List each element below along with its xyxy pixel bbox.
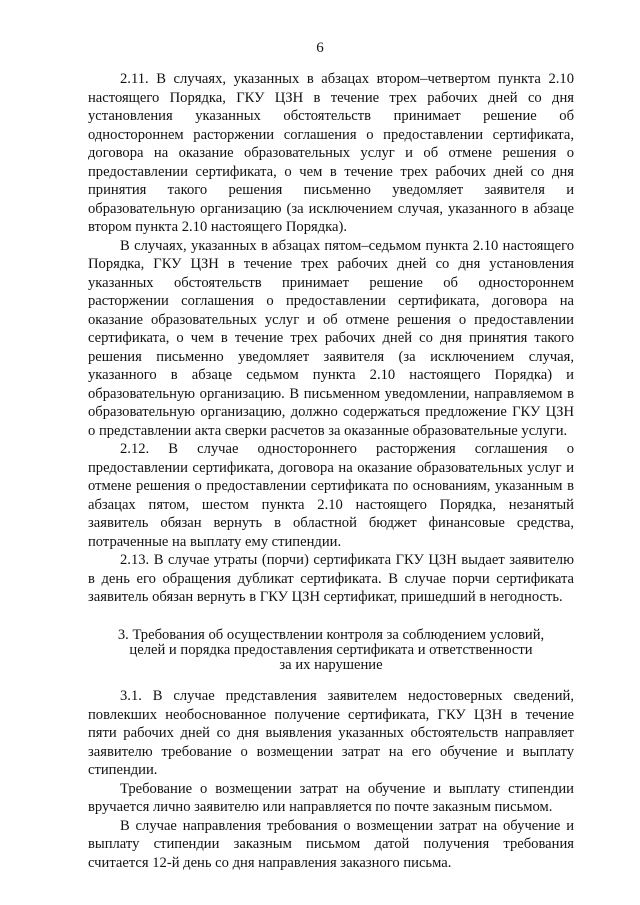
page-number: 6 <box>316 40 324 56</box>
paragraph-3-1: 3.1. В случае представления заявителем недостоверных сведений, повлекших необоснованное получение сертификата, ГКУ ЦЗН в течение пяти рабочих дней со дня выявления указанных обстоятельств направляет заявителю требование о возмещении затрат на его обучение и выплату стипендии. <box>88 688 574 778</box>
paragraph-2-11-cont: В случаях, указанных в абзацах пятом–седьмом пункта 2.10 настоящего Порядка, ГКУ ЦЗН в течение трех рабочих дней со дня установления указанных обстоятельств принимает решение об одностороннем расторжении соглашения о предоставлении сертификата, договора на оказание образовательных услуг и об отмене решения о предоставлении сертификата, о чем в течение трех рабочих дней со дня принятия такого решения письменно уведомляет заявителя (за исключением случая, указанного в абзаце седьмом пункта 2.10 настоящего Порядка) и образовательную организацию. В письменном уведомлении, направляемом в образовательную организацию, должно содержаться предложение ГКУ ЦЗН о представлении акта сверки расчетов за оказанные образовательные услуги. <box>88 237 574 439</box>
paragraph-2-12: 2.12. В случае одностороннего расторжения соглашения о предоставлении сертификата, договора на оказание образовательных услуг и отмене решения о предоставлении сертификата по основаниям, указанным в абзацах пятом, шестом пункта 2.10 настоящего Порядка, незанятый заявитель обязан вернуть в областной бюджет финансовые средства, потраченные на выплату ему стипендии. <box>88 441 574 550</box>
section-heading-line: целей и порядка предоставления сертификата и ответственности <box>129 642 533 658</box>
paragraph-2-11: 2.11. В случаях, указанных в абзацах втором–четвертом пункта 2.10 настоящего Порядка, ГКУ ЦЗН в течение трех рабочих дней со дня установления указанных обстоятельств принимает решение об одностороннем расторжении соглашения о предоставлении сертификата, договора на оказание образовательных услуг и об отмене решения о предоставлении сертификата, о чем в течение трех рабочих дней со дня принятия такого решения письменно уведомляет заявителя и образовательную организацию (за исключением случая, указанного в абзаце втором пункта 2.10 настоящего Порядка). <box>88 71 574 235</box>
section-heading-line: за их нарушение <box>279 657 383 673</box>
paragraph-3-1-cont: Требование о возмещении затрат на обучение и выплату стипендии вручается лично заявителю или направляется по почте заказным письмом. <box>88 780 574 815</box>
paragraph-2-13: 2.13. В случае утраты (порчи) сертификата ГКУ ЦЗН выдает заявителю в день его обращения дубликат сертификата. В случае порчи сертификата заявитель обязан вернуть в ГКУ ЦЗН сертификат, пришедший в негодность. <box>88 552 574 605</box>
paragraph-3-1-cont2: В случае направления требования о возмещении затрат на обучение и выплату стипендии заказным письмом датой получения требования считается 12-й день со дня направления заказного письма. <box>88 817 574 871</box>
section-heading-line: 3. Требования об осуществлении контроля за соблюдением условий, <box>117 627 545 643</box>
body-text-upper <box>88 70 574 607</box>
body-text-lower <box>88 687 574 872</box>
section-heading <box>88 628 574 673</box>
